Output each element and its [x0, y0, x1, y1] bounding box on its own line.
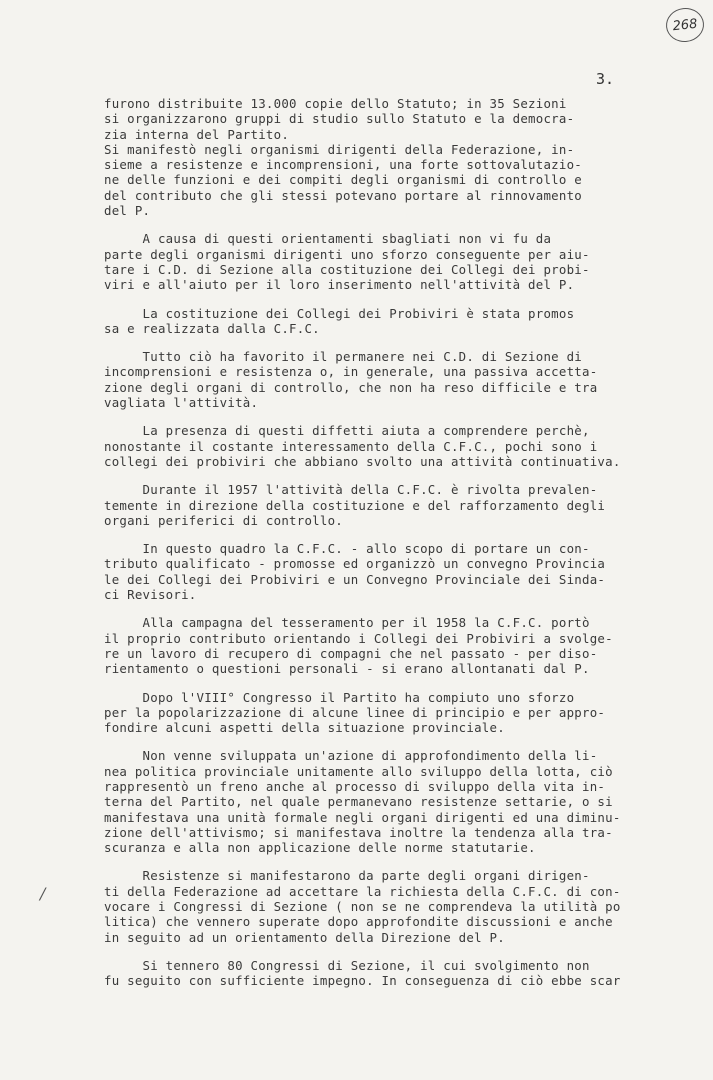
paragraph-gap: [104, 855, 664, 868]
text-line: sieme a resistenze e incomprensioni, una forte sottovalutazio-: [104, 157, 583, 173]
paragraph-gap: [104, 410, 664, 423]
text-line: sa e realizzata dalla C.F.C.: [104, 320, 320, 336]
text-line: organi periferici di controllo.: [104, 512, 344, 528]
margin-mark: /: [40, 884, 46, 903]
text-line: temente in direzione della costituzione e del rafforzamento degli: [104, 497, 606, 513]
text-line: ci Revisori.: [104, 587, 197, 603]
text-line: tributo qualificato - promosse ed organizzò un convegno Provincia: [104, 556, 606, 572]
text-line: incomprensioni e resistenza o, in generale, una passiva accetta-: [104, 364, 598, 380]
text-line: In questo quadro la C.F.C. - allo scopo di portare un con-: [104, 541, 590, 557]
text-line: manifestava una unità formale negli organi dirigenti ed una diminu-: [104, 809, 621, 825]
text-line: Resistenze si manifestarono da parte degli organi dirigen-: [104, 868, 590, 884]
text-line: per la popolarizzazione di alcune linee di principio e per appro-: [104, 704, 606, 720]
paragraph: [104, 958, 664, 989]
paragraph: [104, 868, 664, 944]
paragraph-gap: [104, 677, 664, 690]
paragraph-gap: [104, 218, 664, 231]
text-line: Dopo l'VIII° Congresso il Partito ha compiuto uno sforzo: [104, 689, 575, 705]
text-line: parte degli organismi dirigenti uno sforzo conseguente per aiu-: [104, 246, 590, 262]
body-text: [104, 96, 664, 989]
text-line: Durante il 1957 l'attività della C.F.C. è rivolta prevalen-: [104, 482, 598, 498]
paragraph: [104, 423, 664, 469]
text-line: fu seguito con sufficiente impegno. In conseguenza di ciò ebbe scar: [104, 973, 621, 989]
text-line: La costituzione dei Collegi dei Probiviri è stata promos: [104, 305, 575, 321]
text-line: vagliata l'attività.: [104, 395, 259, 411]
text-line: litica) che vennero superate dopo approfondite discussioni e anche: [104, 914, 613, 930]
text-line: viri e all'aiuto per il loro inserimento nell'attività del P.: [104, 277, 575, 293]
text-line: il proprio contributo orientando i Collegi dei Probiviri a svolge-: [104, 630, 613, 646]
paragraph-gap: [104, 336, 664, 349]
text-line: Alla campagna del tesseramento per il 1958 la C.F.C. portò: [104, 615, 590, 631]
paragraph-gap: [104, 528, 664, 541]
paragraph: [104, 541, 664, 602]
text-line: in seguito ad un orientamento della Direzione del P.: [104, 929, 505, 945]
text-line: si organizzarono gruppi di studio sullo Statuto e la democra-: [104, 111, 575, 127]
paragraph: [104, 482, 664, 528]
paragraph-gap: [104, 602, 664, 615]
text-line: fondire alcuni aspetti della situazione provinciale.: [104, 720, 505, 736]
paragraph: [104, 96, 664, 218]
archive-stamp: 268: [664, 6, 705, 44]
text-line: zia interna del Partito.: [104, 126, 290, 142]
text-line: re un lavoro di recupero di compagni che nel passato - per diso-: [104, 645, 598, 661]
text-line: le dei Collegi dei Probiviri e un Convegno Provinciale dei Sinda-: [104, 571, 606, 587]
text-line: del contributo che gli stessi potevano portare al rinnovamento: [104, 187, 583, 203]
text-line: furono distribuite 13.000 copie dello Statuto; in 35 Sezioni: [104, 96, 567, 111]
paragraph: [104, 231, 664, 292]
text-line: scuranza e alla non applicazione delle norme statutarie.: [104, 840, 536, 856]
text-line: A causa di questi orientamenti sbagliati non vi fu da: [104, 231, 552, 247]
text-line: terna del Partito, nel quale permanevano resistenze settarie, o si: [104, 794, 613, 810]
text-line: ti della Federazione ad accettare la richiesta della C.F.C. di con-: [104, 883, 621, 899]
paragraph-gap: [104, 945, 664, 958]
paragraph: [104, 690, 664, 736]
text-line: ne delle funzioni e dei compiti degli organismi di controllo e: [104, 172, 583, 188]
text-line: rappresentò un freno anche al processo di sviluppo della vita in-: [104, 778, 606, 794]
paragraph: [104, 615, 664, 676]
text-line: Tutto ciò ha favorito il permanere nei C.D. di Sezione di: [104, 349, 583, 365]
text-line: La presenza di questi diffetti aiuta a comprendere perchè,: [104, 423, 590, 439]
text-line: tare i C.D. di Sezione alla costituzione dei Collegi dei probi-: [104, 261, 590, 277]
paragraph-gap: [104, 735, 664, 748]
text-line: del P.: [104, 203, 151, 219]
text-line: vocare i Congressi di Sezione ( non se ne comprendeva la utilità po: [104, 899, 621, 915]
text-line: Si manifestò negli organismi dirigenti della Federazione, in-: [104, 141, 575, 157]
text-line: nea politica provinciale unitamente allo sviluppo della lotta, ciò: [104, 763, 613, 779]
paragraph: [104, 306, 664, 337]
paragraph-gap: [104, 469, 664, 482]
text-line: zione degli organi di controllo, che non ha reso difficile e tra: [104, 379, 598, 395]
text-line: zione dell'attivismo; si manifestava inoltre la tendenza alla tra-: [104, 824, 613, 840]
text-line: nonostante il costante interessamento della C.F.C., pochi sono i: [104, 438, 598, 454]
text-line: collegi dei probiviri che abbiano svolto una attività continuativa.: [104, 453, 621, 469]
paragraph: [104, 748, 664, 855]
text-line: rientamento o questioni personali - si erano allontanati dal P.: [104, 661, 590, 677]
text-line: Non venne sviluppata un'azione di approfondimento della li-: [104, 748, 598, 764]
text-line: Si tennero 80 Congressi di Sezione, il cui svolgimento non: [104, 957, 590, 973]
paragraph-gap: [104, 293, 664, 306]
page-number: 3.: [596, 70, 615, 88]
paragraph: [104, 349, 664, 410]
